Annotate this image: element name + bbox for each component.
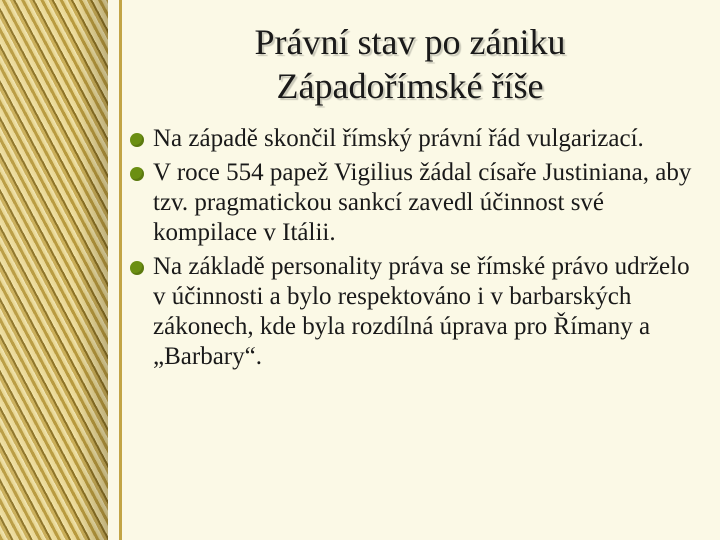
- vertical-divider: [119, 0, 122, 540]
- bullet-list: [130, 124, 700, 376]
- bullet-dot-icon: [130, 261, 144, 275]
- title-line-1: Právní stav po zániku: [254, 22, 566, 62]
- decorative-stripe-band: [0, 0, 108, 540]
- bullet-item: [130, 252, 700, 372]
- bullet-dot-icon: [130, 133, 144, 147]
- bullet-text: Na základě personality práva se římské právo udrželo v účinnosti a bylo respektováno i v barbarských zákonech, kde byla rozdílná úprava pro Římany a „Barbary“.: [153, 253, 690, 370]
- title-line-2: Západořímské říše: [276, 66, 544, 106]
- bullet-item: [130, 158, 700, 248]
- slide-title: [130, 20, 690, 108]
- bullet-text: V roce 554 papež Vigilius žádal císaře Justiniana, aby tzv. pragmatickou sankcí zavedl účinnost své kompilace v Itálii.: [153, 159, 692, 246]
- bullet-dot-icon: [130, 167, 144, 181]
- bullet-item: [130, 124, 700, 154]
- bullet-text: Na západě skončil římský právní řád vulgarizací.: [153, 125, 644, 152]
